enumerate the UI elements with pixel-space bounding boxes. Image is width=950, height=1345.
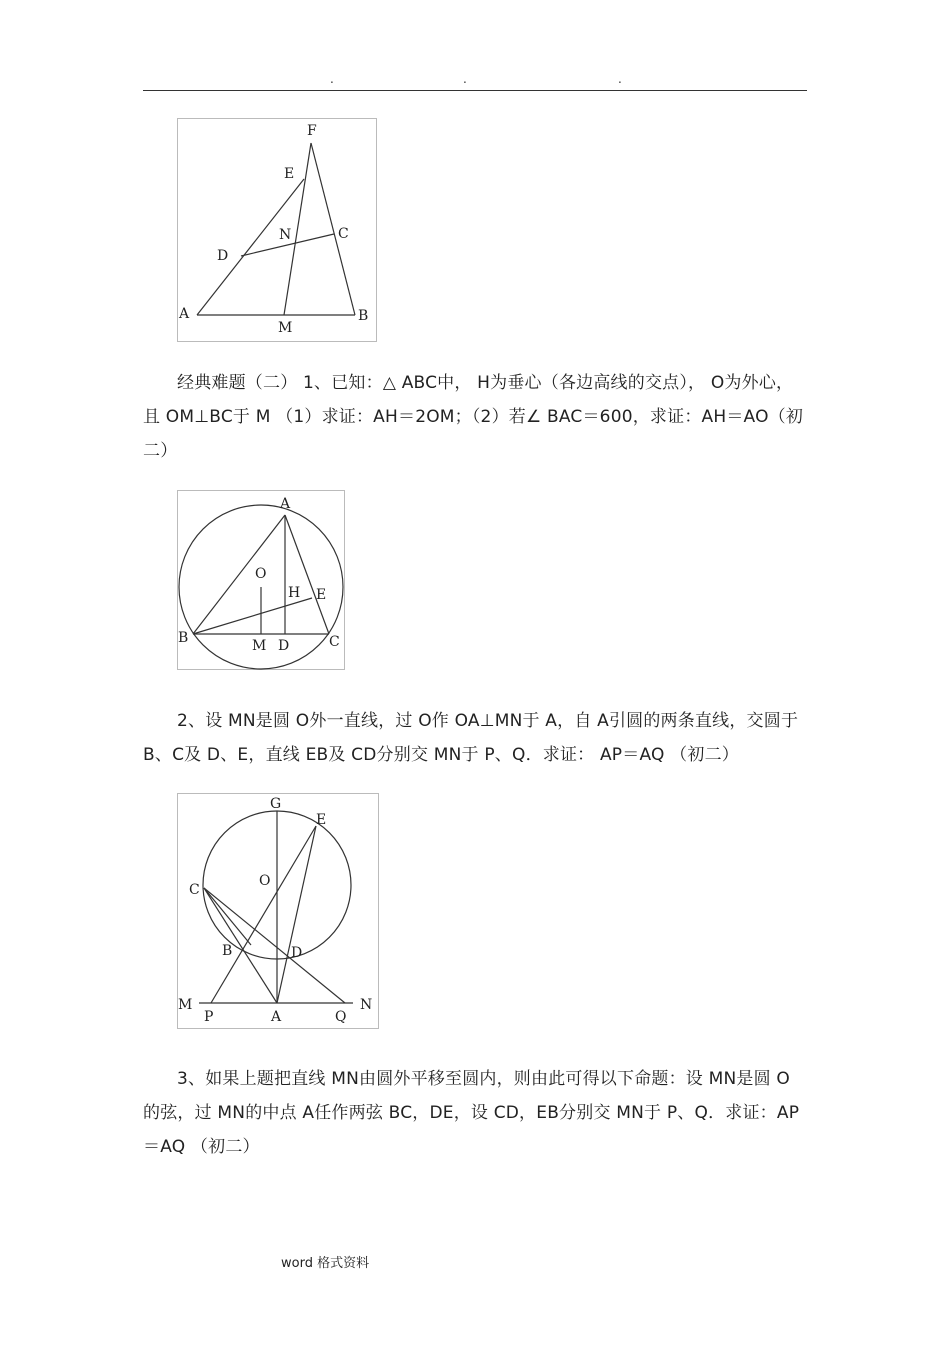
figure1-label-e: E xyxy=(284,166,295,182)
figure3-label-g: G xyxy=(270,796,282,812)
problem-2-text: 2、设 MN是圆 O外一直线，过 O作 OA⊥MN于 A，自 A引圆的两条直线，交圆于 B、C及 D、E，直线 EB及 CD分别交 MN于 P、Q．求证： AP＝AQ （初二） xyxy=(143,711,799,765)
figure2-label-o: O xyxy=(255,566,267,582)
figure2-label-d: D xyxy=(278,638,290,654)
figure2-label-a: A xyxy=(280,496,291,512)
problem-1-text: 经典难题（二） 1、已知：△ ABC中， H为垂心（各边高线的交点）， O为外心，且 OM⊥BC于 M （1）求证：AH＝2OM；（2）若∠ BAC＝600，求证：AH＝AO（初二） xyxy=(143,373,804,461)
header-dot: . xyxy=(330,72,334,86)
figure3-label-e: E xyxy=(316,812,327,828)
figure3-label-p: P xyxy=(204,1009,214,1025)
figure3-label-o: O xyxy=(259,873,271,889)
figure3-label-q: Q xyxy=(335,1009,347,1025)
problem-3-text: 3、如果上题把直线 MN由圆外平移至圆内，则由此可得以下命题：设 MN是圆 O的弦，过 MN的中点 A任作两弦 BC，DE，设 CD，EB分别交 MN于 P、Q．求证：AP＝AQ （初二） xyxy=(143,1069,800,1157)
figure2-label-e: E xyxy=(316,587,327,603)
figure2-label-m: M xyxy=(252,638,267,654)
figure3-label-a: A xyxy=(271,1009,282,1025)
figure1-label-d: D xyxy=(217,248,229,264)
figure-circle-orthocenter xyxy=(177,490,345,670)
figure1-label-a: A xyxy=(179,306,190,322)
header-dots xyxy=(0,72,950,88)
figure1-label-f: F xyxy=(307,123,317,139)
footer-text: word 格式资料 xyxy=(281,1256,370,1271)
header-dot: . xyxy=(618,72,622,86)
figure3-label-m: M xyxy=(178,997,193,1013)
figure3-label-d: D xyxy=(291,945,303,961)
figure-circle-secant-lines xyxy=(177,793,379,1029)
figure3-label-b: B xyxy=(222,943,233,959)
figure1-label-c: C xyxy=(338,226,349,242)
figure1-label-b: B xyxy=(358,308,369,324)
figure2-label-c: C xyxy=(329,634,340,650)
figure1-label-n: N xyxy=(279,227,292,243)
figure3-label-n: N xyxy=(360,997,373,1013)
header-rule xyxy=(143,90,807,91)
figure2-label-b: B xyxy=(178,630,189,646)
header-dot: . xyxy=(463,72,467,86)
figure2-label-h: H xyxy=(288,585,301,601)
figure-triangle-diagram xyxy=(177,118,377,342)
figure1-label-m: M xyxy=(278,320,293,336)
figure3-label-c: C xyxy=(189,882,200,898)
